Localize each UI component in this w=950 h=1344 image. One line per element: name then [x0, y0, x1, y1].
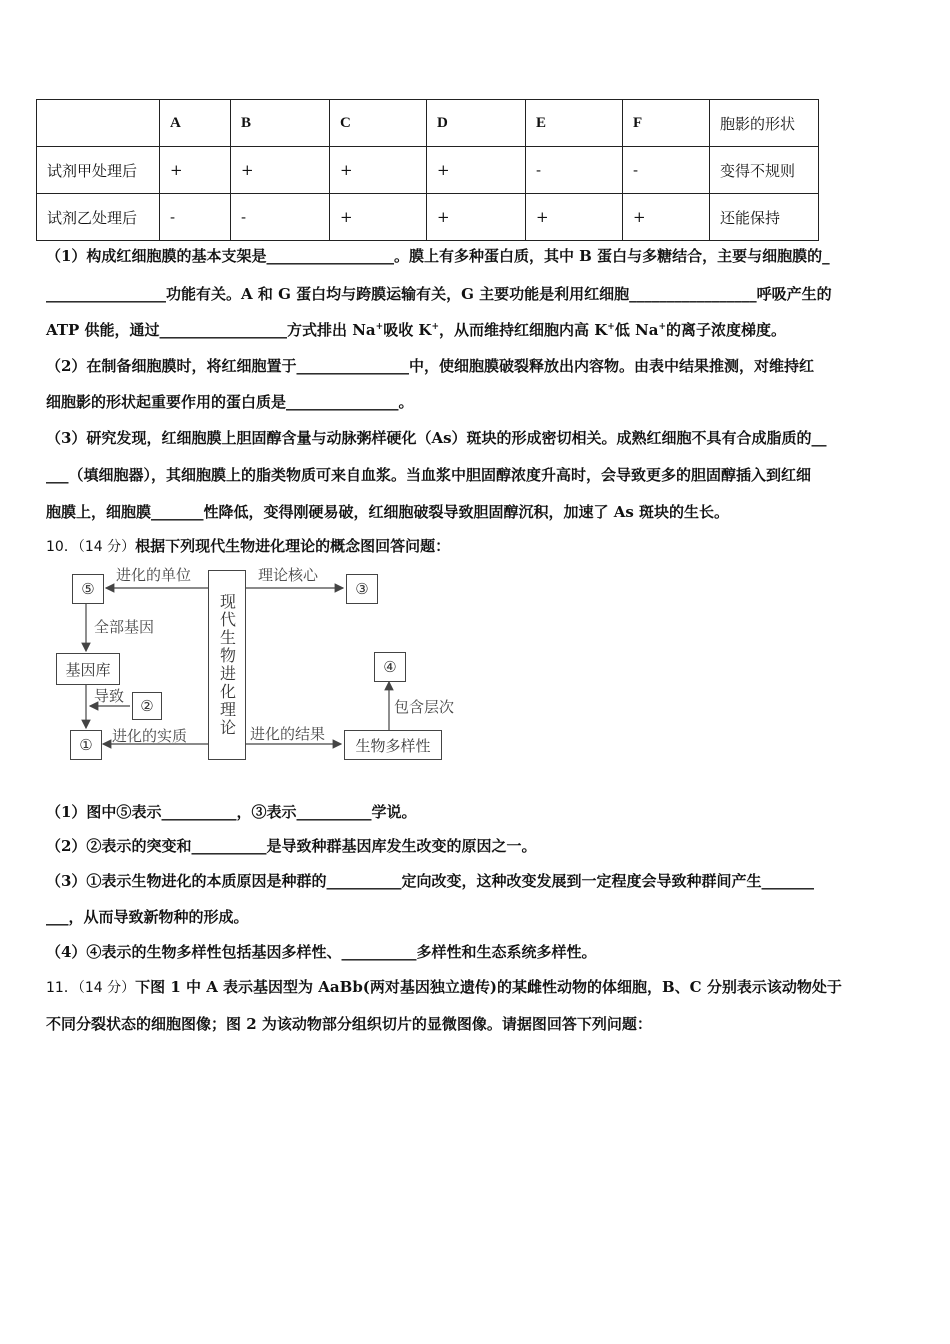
- table-row: [37, 147, 819, 194]
- q10-sub3-line1: （3）①表示生物进化的本质原因是种群的__________定向改变，这种改变发展到一定程度会导致种群间产生_______: [46, 872, 814, 890]
- q9-text: ATP 供能，通过_________________方式排出 Na: [46, 321, 376, 339]
- table-header-cell: C: [330, 100, 427, 147]
- superscript: +: [658, 322, 667, 332]
- q10-sub4: （4）④表示的生物多样性包括基因多样性、__________多样性和生态系统多样性。: [46, 943, 597, 961]
- label-cause: 导致: [94, 687, 125, 705]
- table-header-cell: [37, 100, 160, 147]
- table-header-cell: D: [427, 100, 526, 147]
- question-stem: 下图 1 中 A 表示基因型为 AaBb(两对基因独立遗传)的某雌性动物的体细胞，B、C 分别表示该动物处于: [135, 978, 842, 996]
- q9-part2-line1: （2）在制备细胞膜时，将红细胞置于_______________中，使细胞膜破裂释放出内容物。由表中结果推测，对维持红: [46, 357, 814, 375]
- center-box-modern-evolution-theory: 现代生物进化理论: [208, 570, 246, 760]
- biodiversity-box: 生物多样性: [344, 730, 442, 760]
- superscript: +: [375, 322, 384, 332]
- table-cell: +: [330, 147, 427, 194]
- table-cell: +: [330, 194, 427, 241]
- q10-sub3-line2: ___，从而导致新物种的形成。: [46, 908, 249, 926]
- evolution-concept-diagram: [50, 562, 470, 772]
- table-cell: +: [526, 194, 623, 241]
- q9-text: 的离子浓度梯度。: [666, 321, 787, 339]
- superscript: +: [607, 322, 615, 332]
- label-theory-core: 理论核心: [258, 566, 319, 584]
- q10-sub1: （1）图中⑤表示__________，③表示__________学说。: [46, 803, 417, 821]
- q9-part1-line3: [46, 320, 908, 340]
- table-cell: 试剂甲处理后: [37, 147, 160, 194]
- q11-stem-line1: [46, 977, 908, 998]
- table-cell: 还能保持: [710, 194, 819, 241]
- q11-stem-line2: 不同分裂状态的细胞图像；图 2 为该动物部分组织切片的显微图像。请据图回答下列问题：: [46, 1015, 652, 1033]
- table-header-cell: E: [526, 100, 623, 147]
- node-3: ③: [346, 574, 378, 604]
- table-cell: -: [231, 194, 330, 241]
- table-cell: -: [623, 147, 710, 194]
- label-all-genes: 全部基因: [94, 618, 155, 636]
- table-header-cell: B: [231, 100, 330, 147]
- node-1: ①: [70, 730, 102, 760]
- q9-text: 低 Na: [614, 321, 659, 339]
- table-cell: -: [160, 194, 231, 241]
- superscript: +: [431, 322, 439, 332]
- table-header-cell: A: [160, 100, 231, 147]
- table-header-cell: F: [623, 100, 710, 147]
- table-cell: 变得不规则: [710, 147, 819, 194]
- table-cell: +: [231, 147, 330, 194]
- q9-part1-line2: ________________功能有关。A 和 G 蛋白均与跨膜运输有关，G 主要功能是利用红细胞_________________呼吸产生的: [46, 285, 832, 303]
- table-header-cell: 胞影的形状: [710, 100, 819, 147]
- node-4: ④: [374, 652, 406, 682]
- question-number: 11．（14 分）: [46, 980, 136, 996]
- q9-part3-line3: 胞膜上，细胞膜_______性降低，变得刚硬易破，红细胞破裂导致胆固醇沉积，加速了 As 斑块的生长。: [46, 503, 730, 521]
- q9-text: 吸收 K: [383, 321, 432, 339]
- q9-part3-line2: ___（填细胞器），其细胞膜上的脂类物质可来自血浆。当血浆中胆固醇浓度升高时，会导致更多的胆固醇插入到红细: [46, 466, 812, 484]
- label-result-of-evolution: 进化的结果: [250, 725, 326, 743]
- node-2: ②: [132, 692, 162, 720]
- q10-stem-line: [46, 536, 908, 557]
- table-cell: 试剂乙处理后: [37, 194, 160, 241]
- table-cell: +: [160, 147, 231, 194]
- label-levels: 包含层次: [394, 698, 455, 716]
- question-number: 10．（14 分）: [46, 539, 136, 555]
- table-cell: +: [623, 194, 710, 241]
- node-5: ⑤: [72, 574, 104, 604]
- q9-text: ，从而维持红细胞内高 K: [439, 321, 608, 339]
- q10-sub2: （2）②表示的突变和__________是导致种群基因库发生改变的原因之一。: [46, 837, 537, 855]
- gene-pool-box: 基因库: [56, 653, 120, 685]
- table-cell: +: [427, 147, 526, 194]
- table-cell: -: [526, 147, 623, 194]
- table-header-row: [37, 100, 819, 147]
- question-stem: 根据下列现代生物进化理论的概念图回答问题：: [135, 537, 451, 555]
- q9-part3-line1: （3）研究发现，红细胞膜上胆固醇含量与动脉粥样硬化（As）斑块的形成密切相关。成熟红细胞不具有合成脂质的__: [46, 429, 827, 447]
- q9-part1-line1: （1）构成红细胞膜的基本支架是_________________。膜上有多种蛋白质，其中 B 蛋白与多糖结合，主要与细胞膜的_: [46, 247, 830, 265]
- results-table: [36, 99, 819, 241]
- table-cell: +: [427, 194, 526, 241]
- label-unit-of-evolution: 进化的单位: [116, 566, 192, 584]
- label-essence-of-evolution: 进化的实质: [112, 727, 188, 745]
- table-row: [37, 194, 819, 241]
- q9-part2-line2: 细胞影的形状起重要作用的蛋白质是_______________。: [46, 393, 414, 411]
